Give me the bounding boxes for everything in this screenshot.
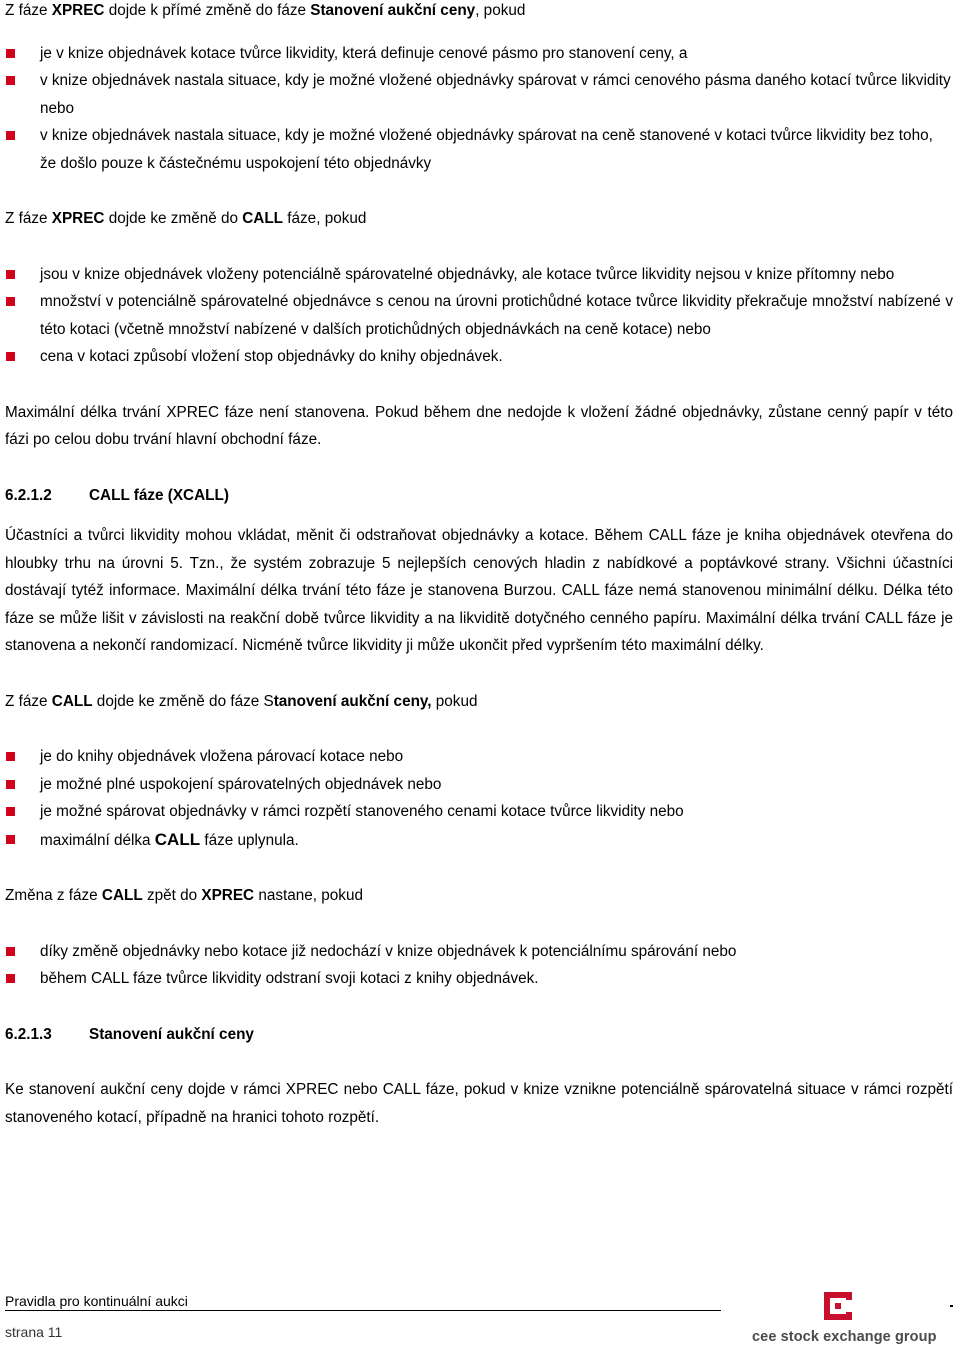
list-item: v knize objednávek nastala situace, kdy je možné vložené objednávky spárovat na ceně stanovené v kotaci tvůrce likvidity bez toho, že došlo pouze k částečnému uspokojení této objednávky (5, 122, 953, 177)
section4-list (5, 938, 953, 993)
section4-intro: Změna z fáze CALL zpět do XPREC nastane, pokud (5, 887, 363, 904)
section1-list (5, 40, 953, 178)
section2-list (5, 261, 953, 371)
footer-title: Pravidla pro kontinuální aukci (5, 1293, 188, 1309)
red-square-bullet-icon (6, 49, 15, 58)
list-item: v knize objednávek nastala situace, kdy je možné vložené objednávky spárovat v rámci cenového pásma daného kotací tvůrce likvidity nebo (5, 67, 953, 122)
red-square-bullet-icon (6, 131, 15, 140)
red-square-bullet-icon (6, 76, 15, 85)
section-heading-call: 6.2.1.2 CALL fáze (XCALL) (5, 486, 229, 504)
list-item: je do knihy objednávek vložena párovací kotace nebo (5, 743, 953, 771)
page-number: strana 11 (5, 1324, 63, 1340)
red-square-bullet-icon (6, 947, 15, 956)
list-item: je v knize objednávek kotace tvůrce likvidity, která definuje cenové pásmo pro stanovení ceny, a (5, 40, 953, 68)
list-item: během CALL fáze tvůrce likvidity odstraní svoji kotaci z knihy objednávek. (5, 965, 953, 993)
section-heading-price: 6.2.1.3 Stanovení aukční ceny (5, 1025, 254, 1043)
ceeseg-logo-icon (822, 1290, 854, 1322)
footer-divider (5, 1310, 721, 1311)
red-square-bullet-icon (6, 752, 15, 761)
list-item: je možné plné uspokojení spárovatelných objednávek nebo (5, 771, 953, 799)
max-duration-paragraph: Maximální délka trvání XPREC fáze není stanovena. Pokud během dne nedojde k vložení žádné objednávky, zůstane cenný papír v této fázi po celou dobu trvání hlavní obchodní fáze. (5, 403, 953, 448)
section3-list (5, 743, 953, 854)
list-item: množství v potenciálně spárovatelné objednávce s cenou na úrovni protichůdné kotace tvůrce likvidity překračuje množství nabízené v této kotaci (včetně množství nabízené v dalších protichůdných objednávkách na ceně kotace) nebo (5, 288, 953, 343)
red-square-bullet-icon (6, 352, 15, 361)
section2-intro: Z fáze XPREC dojde ke změně do CALL fáze, pokud (5, 210, 367, 227)
list-item: maximální délka CALL fáze uplynula. (5, 826, 953, 855)
red-square-bullet-icon (6, 807, 15, 816)
call-phase-paragraph: Účastníci a tvůrci likvidity mohou vkládat, měnit či odstraňovat objednávky a kotace. Během CALL fáze je kniha objednávek otevřena do hloubky trhu na úrovni 5. Tzn., že systém zobrazuje 5 nejlepších cenových hladin z nabídkové a poptávkové strany. Všichni účastníci dostávají tytéž informace. Maximální délka trvání této fáze je stanovena Burzou. CALL fáze nemá stanovenou minimální délku. Délka této fáze se může lišit v závislosti na reakční době tvůrce likvidity a na likviditě dotyčného cenného papíru. Maximální délka trvání CALL fáze je stanovena a nekončí randomizací. Nicméně tvůrce likvidity ji může ukončit před vypršením této maximální délky. (5, 527, 953, 654)
list-item: jsou v knize objednávek vloženy potenciálně spárovatelné objednávky, ale kotace tvůrce likvidity nejsou v knize přítomny nebo (5, 261, 953, 289)
section3-intro: Z fáze CALL dojde ke změně do fáze Stanovení aukční ceny, pokud (5, 692, 478, 710)
logo-text: cee stock exchange group (752, 1329, 937, 1345)
auction-price-paragraph: Ke stanovení aukční ceny dojde v rámci XPREC nebo CALL fáze, pokud v knize vznikne potenciálně spárovatelná situace v rámci rozpětí stanoveného kotací, případně na hranici tohoto rozpětí. (5, 1081, 953, 1126)
list-item: cena v kotaci způsobí vložení stop objednávky do knihy objednávek. (5, 343, 953, 371)
list-item: díky změně objednávky nebo kotace již nedochází v knize objednávek k potenciálnímu spárování nebo (5, 938, 953, 966)
red-square-bullet-icon (6, 270, 15, 279)
footer-dot (950, 1305, 953, 1307)
red-square-bullet-icon (6, 780, 15, 789)
red-square-bullet-icon (6, 297, 15, 306)
list-item: je možné spárovat objednávky v rámci rozpětí stanoveného cenami kotace tvůrce likvidity nebo (5, 798, 953, 826)
red-square-bullet-icon (6, 835, 15, 844)
section1-intro: Z fáze XPREC dojde k přímé změně do fáze Stanovení aukční ceny, pokud (5, 2, 526, 19)
document-page (5, 0, 953, 1131)
red-square-bullet-icon (6, 974, 15, 983)
